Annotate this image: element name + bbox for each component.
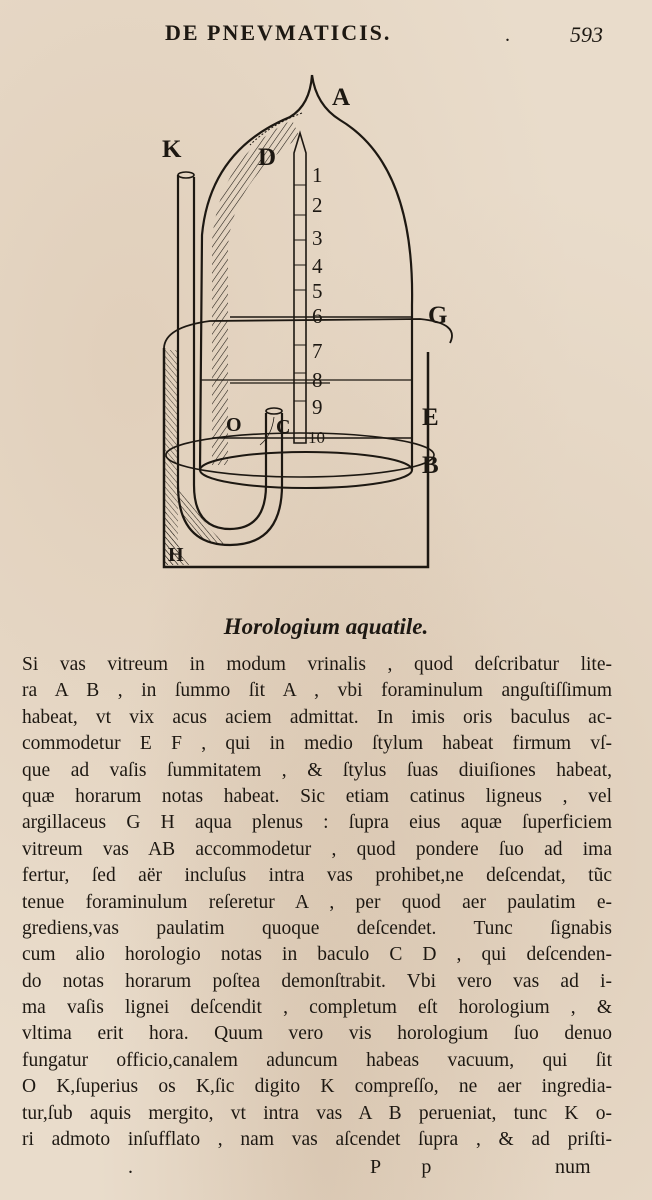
text-line: ri admoto inſufflato , nam vas aſcendet ſupra , & ad priſti- — [22, 1129, 612, 1151]
scale-number: 2 — [312, 193, 323, 217]
scale-number: 6 — [312, 304, 323, 328]
catchword: num — [555, 1156, 591, 1178]
page-number: 593 — [570, 22, 603, 47]
text-line: tenue foraminulum reſeretur A , per quod aer paulatim e- — [22, 891, 612, 913]
figure-caption: Horologium aquatile. — [223, 614, 429, 639]
water-clock-figure — [150, 65, 480, 580]
label-k: K — [162, 136, 182, 163]
scale-number: 4 — [312, 254, 323, 278]
label-o: O — [226, 414, 242, 436]
label-h: H — [168, 544, 184, 566]
text-line: que ad vaſis ſummitatem , & ſtylus ſuas diuiſiones habeat, — [22, 759, 612, 781]
running-title: DE PNEVMATICIS. — [165, 20, 392, 45]
text-line: cum alio horologio notas in baculo C D , qui deſcenden- — [22, 944, 612, 966]
signature-mark: P p — [370, 1156, 450, 1178]
scale-number: 9 — [312, 395, 323, 419]
header-dot: . — [505, 24, 510, 46]
label-a: A — [332, 84, 351, 111]
footer-dot: . — [128, 1156, 133, 1178]
scale-number: 8 — [312, 368, 323, 392]
label-d: D — [258, 144, 277, 171]
text-line: habeat, vt vix acus aciem admittat. In imis oris baculus ac- — [22, 706, 612, 728]
text-line: Si vas vitreum in modum vrinalis , quod deſcribatur lite- — [22, 654, 612, 675]
label-b: B — [422, 452, 439, 479]
text-line: fertur, ſed aër incluſus intra vas prohibet,ne deſcendat, tũc — [22, 865, 612, 887]
label-e: E — [422, 404, 439, 431]
body-paragraph — [22, 652, 612, 1153]
text-line: argillaceus G H aqua plenus : ſupra eius aquæ ſuperficiem — [22, 812, 612, 834]
scale-number: 1 — [312, 163, 323, 187]
text-line: ra A B , in ſummo ſit A , vbi foraminulum anguſtiſſimum — [22, 680, 612, 702]
text-line: ma vaſis lignei deſcendit , completum eſt horologium , & — [22, 997, 612, 1019]
text-line: do notas horarum poſtea demonſtrabit. Vbi vero vas ad i- — [22, 970, 612, 992]
text-line: commodetur E F , qui in medio ſtylum habeat firmum vſ- — [22, 733, 612, 755]
text-line: quæ horarum notas habeat. Sic etiam catinus ligneus , vel — [22, 785, 612, 807]
scale-number: 7 — [312, 339, 323, 363]
page-footer — [0, 1156, 652, 1188]
label-g: G — [428, 302, 448, 329]
text-line: vitreum vas AB accommodetur , quod pondere ſuo ad ima — [22, 838, 612, 860]
scale-number: 3 — [312, 226, 323, 250]
text-line: fungatur officio,canalem aduncum habeas vacuum, qui ſit — [22, 1049, 612, 1071]
water-clock-engraving — [150, 65, 480, 580]
text-line: tur,ſub aquis mergito, vt intra vas A B perueniat, tunc K o- — [22, 1102, 612, 1124]
text-line: grediens,vas paulatim quoque deſcendet. Tunc ſignabis — [22, 917, 612, 939]
text-line: O K,ſuperius os K,ſic digito K compreſſo, ne aer ingredia- — [22, 1076, 612, 1098]
text-line: vltima erit hora. Quum vero vis horologium ſuo denuo — [22, 1023, 612, 1045]
label-c: C — [276, 416, 291, 438]
scale-number: 5 — [312, 279, 323, 303]
scale-number: 10 — [308, 428, 325, 447]
running-head — [0, 14, 652, 50]
